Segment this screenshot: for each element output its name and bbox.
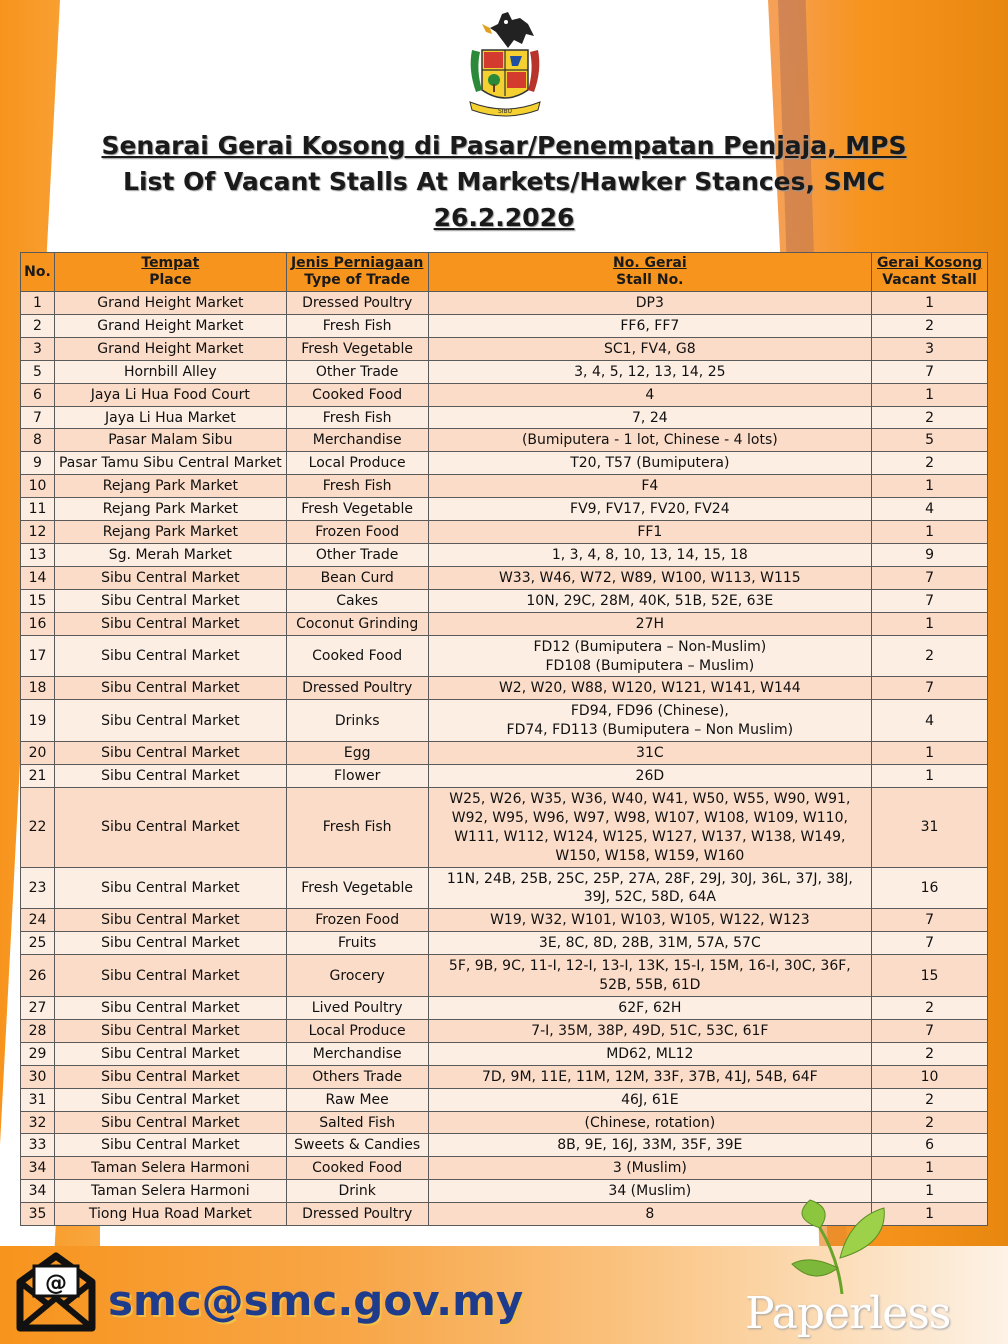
cell-stalls: (Bumiputera - 1 lot, Chinese - 4 lots) xyxy=(428,429,871,452)
cell-trade: Cooked Food xyxy=(286,635,428,677)
cell-stalls: FD94, FD96 (Chinese), FD74, FD113 (Bumiputera – Non Muslim) xyxy=(428,700,871,742)
cell-vacant: 1 xyxy=(872,1180,988,1203)
header-trade-en: Type of Trade xyxy=(304,272,411,288)
cell-stalls: (Chinese, rotation) xyxy=(428,1111,871,1134)
table-row xyxy=(21,635,988,677)
cell-trade: Merchandise xyxy=(286,429,428,452)
cell-stalls: FV9, FV17, FV20, FV24 xyxy=(428,498,871,521)
header-vacant-ms: Gerai Kosong xyxy=(876,255,983,271)
cell-vacant: 3 xyxy=(872,337,988,360)
table-row xyxy=(21,543,988,566)
table-row xyxy=(21,498,988,521)
table-row xyxy=(21,475,988,498)
cell-place: Sibu Central Market xyxy=(54,700,286,742)
cell-vacant: 16 xyxy=(872,867,988,909)
cell-stalls: 5F, 9B, 9C, 11-I, 12-I, 13-I, 13K, 15-I, 15M, 16-I, 30C, 36F, 52B, 55B, 61D xyxy=(428,955,871,997)
cell-trade: Cooked Food xyxy=(286,383,428,406)
cell-place: Sibu Central Market xyxy=(54,612,286,635)
cell-trade: Salted Fish xyxy=(286,1111,428,1134)
contact-email[interactable]: smc@smc.gov.my xyxy=(108,1276,524,1325)
cell-no: 35 xyxy=(21,1203,55,1226)
cell-trade: Dressed Poultry xyxy=(286,1203,428,1226)
cell-trade: Fresh Vegetable xyxy=(286,337,428,360)
cell-no: 30 xyxy=(21,1065,55,1088)
table-row xyxy=(21,452,988,475)
cell-vacant: 2 xyxy=(872,406,988,429)
cell-vacant: 4 xyxy=(872,700,988,742)
vacant-stalls-table xyxy=(20,252,988,1226)
cell-stalls: W2, W20, W88, W120, W121, W141, W144 xyxy=(428,677,871,700)
cell-trade: Fresh Fish xyxy=(286,314,428,337)
table-row xyxy=(21,909,988,932)
cell-no: 11 xyxy=(21,498,55,521)
header-trade-ms: Jenis Perniagaan xyxy=(290,255,424,271)
cell-place: Grand Height Market xyxy=(54,314,286,337)
table-body xyxy=(21,292,988,1226)
cell-stalls: 3 (Muslim) xyxy=(428,1157,871,1180)
table-row xyxy=(21,406,988,429)
cell-stalls: 4 xyxy=(428,383,871,406)
cell-place: Sibu Central Market xyxy=(54,635,286,677)
cell-trade: Merchandise xyxy=(286,1042,428,1065)
table-row xyxy=(21,700,988,742)
table-row xyxy=(21,589,988,612)
cell-vacant: 2 xyxy=(872,314,988,337)
cell-stalls: SC1, FV4, G8 xyxy=(428,337,871,360)
cell-trade: Fresh Vegetable xyxy=(286,498,428,521)
table-row xyxy=(21,867,988,909)
cell-no: 5 xyxy=(21,360,55,383)
cell-trade: Local Produce xyxy=(286,452,428,475)
cell-vacant: 7 xyxy=(872,932,988,955)
cell-stalls: T20, T57 (Bumiputera) xyxy=(428,452,871,475)
cell-no: 13 xyxy=(21,543,55,566)
cell-no: 20 xyxy=(21,742,55,765)
cell-vacant: 10 xyxy=(872,1065,988,1088)
cell-trade: Cakes xyxy=(286,589,428,612)
cell-vacant: 1 xyxy=(872,612,988,635)
cell-no: 29 xyxy=(21,1042,55,1065)
cell-vacant: 1 xyxy=(872,765,988,788)
cell-trade: Fresh Fish xyxy=(286,406,428,429)
title-block xyxy=(0,128,1008,236)
cell-place: Sibu Central Market xyxy=(54,566,286,589)
title-date: 26.2.2026 xyxy=(433,203,575,232)
cell-vacant: 1 xyxy=(872,1203,988,1226)
cell-stalls: 62F, 62H xyxy=(428,997,871,1020)
cell-trade: Fresh Fish xyxy=(286,475,428,498)
cell-stalls: 31C xyxy=(428,742,871,765)
cell-no: 24 xyxy=(21,909,55,932)
cell-vacant: 1 xyxy=(872,292,988,315)
cell-trade: Bean Curd xyxy=(286,566,428,589)
cell-trade: Drink xyxy=(286,1180,428,1203)
table-row xyxy=(21,1065,988,1088)
cell-stalls: FD12 (Bumiputera – Non-Muslim) FD108 (Bumiputera – Muslim) xyxy=(428,635,871,677)
cell-no: 3 xyxy=(21,337,55,360)
sibu-crest-logo xyxy=(462,10,548,124)
cell-place: Jaya Li Hua Food Court xyxy=(54,383,286,406)
header-vacant xyxy=(872,253,988,292)
cell-stalls: 8B, 9E, 16J, 33M, 35F, 39E xyxy=(428,1134,871,1157)
header-trade xyxy=(286,253,428,292)
cell-stalls: 3E, 8C, 8D, 28B, 31M, 57A, 57C xyxy=(428,932,871,955)
cell-trade: Local Produce xyxy=(286,1019,428,1042)
cell-vacant: 2 xyxy=(872,1088,988,1111)
cell-vacant: 1 xyxy=(872,742,988,765)
cell-vacant: 2 xyxy=(872,635,988,677)
cell-vacant: 5 xyxy=(872,429,988,452)
cell-vacant: 7 xyxy=(872,677,988,700)
cell-vacant: 7 xyxy=(872,566,988,589)
cell-trade: Others Trade xyxy=(286,1065,428,1088)
cell-trade: Sweets & Candies xyxy=(286,1134,428,1157)
cell-stalls: 11N, 24B, 25B, 25C, 25P, 27A, 28F, 29J, 30J, 36L, 37J, 38J, 39J, 52C, 58D, 64A xyxy=(428,867,871,909)
cell-place: Grand Height Market xyxy=(54,337,286,360)
cell-vacant: 2 xyxy=(872,997,988,1020)
cell-stalls: 7-I, 35M, 38P, 49D, 51C, 53C, 61F xyxy=(428,1019,871,1042)
cell-no: 34 xyxy=(21,1157,55,1180)
table-row xyxy=(21,521,988,544)
cell-no: 17 xyxy=(21,635,55,677)
table-row xyxy=(21,429,988,452)
cell-place: Sibu Central Market xyxy=(54,1065,286,1088)
cell-no: 23 xyxy=(21,867,55,909)
table-row xyxy=(21,566,988,589)
table-row xyxy=(21,337,988,360)
table-row xyxy=(21,1042,988,1065)
cell-trade: Raw Mee xyxy=(286,1088,428,1111)
cell-vacant: 2 xyxy=(872,1042,988,1065)
header-place-ms: Tempat xyxy=(141,255,200,271)
cell-place: Jaya Li Hua Market xyxy=(54,406,286,429)
cell-place: Sibu Central Market xyxy=(54,742,286,765)
cell-no: 33 xyxy=(21,1134,55,1157)
cell-no: 12 xyxy=(21,521,55,544)
cell-stalls: W19, W32, W101, W103, W105, W122, W123 xyxy=(428,909,871,932)
cell-place: Pasar Malam Sibu xyxy=(54,429,286,452)
cell-no: 7 xyxy=(21,406,55,429)
cell-trade: Frozen Food xyxy=(286,521,428,544)
cell-no: 15 xyxy=(21,589,55,612)
cell-place: Taman Selera Harmoni xyxy=(54,1157,286,1180)
paperless-leaves-icon xyxy=(780,1198,900,1298)
cell-vacant: 31 xyxy=(872,787,988,867)
cell-no: 1 xyxy=(21,292,55,315)
cell-place: Tiong Hua Road Market xyxy=(54,1203,286,1226)
cell-no: 2 xyxy=(21,314,55,337)
cell-place: Sg. Merah Market xyxy=(54,543,286,566)
cell-no: 9 xyxy=(21,452,55,475)
cell-vacant: 2 xyxy=(872,452,988,475)
table-row xyxy=(21,932,988,955)
table-row xyxy=(21,1134,988,1157)
cell-place: Rejang Park Market xyxy=(54,521,286,544)
cell-place: Sibu Central Market xyxy=(54,1019,286,1042)
cell-no: 26 xyxy=(21,955,55,997)
cell-trade: Grocery xyxy=(286,955,428,997)
cell-place: Sibu Central Market xyxy=(54,765,286,788)
cell-place: Rejang Park Market xyxy=(54,498,286,521)
cell-place: Sibu Central Market xyxy=(54,955,286,997)
cell-stalls: MD62, ML12 xyxy=(428,1042,871,1065)
cell-no: 18 xyxy=(21,677,55,700)
cell-stalls: 7, 24 xyxy=(428,406,871,429)
cell-vacant: 1 xyxy=(872,383,988,406)
cell-trade: Coconut Grinding xyxy=(286,612,428,635)
cell-vacant: 7 xyxy=(872,1019,988,1042)
header-place-en: Place xyxy=(149,272,192,288)
table-row xyxy=(21,612,988,635)
cell-stalls: 46J, 61E xyxy=(428,1088,871,1111)
table-row xyxy=(21,997,988,1020)
table-row xyxy=(21,1088,988,1111)
table-row xyxy=(21,742,988,765)
table-header-row xyxy=(21,253,988,292)
cell-stalls: 8 xyxy=(428,1203,871,1226)
header-place xyxy=(54,253,286,292)
table-row xyxy=(21,765,988,788)
cell-place: Sibu Central Market xyxy=(54,1134,286,1157)
cell-trade: Dressed Poultry xyxy=(286,292,428,315)
cell-stalls: 3, 4, 5, 12, 13, 14, 25 xyxy=(428,360,871,383)
table-row xyxy=(21,955,988,997)
table-row xyxy=(21,383,988,406)
cell-trade: Drinks xyxy=(286,700,428,742)
cell-place: Rejang Park Market xyxy=(54,475,286,498)
paperless-logo-text: Paperless xyxy=(745,1288,951,1339)
cell-no: 6 xyxy=(21,383,55,406)
header-no: No. xyxy=(21,253,55,292)
cell-trade: Fresh Vegetable xyxy=(286,867,428,909)
cell-no: 32 xyxy=(21,1111,55,1134)
header-stall-en: Stall No. xyxy=(616,272,684,288)
cell-place: Sibu Central Market xyxy=(54,1111,286,1134)
email-at-symbol: @ xyxy=(45,1271,67,1296)
cell-vacant: 7 xyxy=(872,909,988,932)
cell-trade: Flower xyxy=(286,765,428,788)
cell-no: 10 xyxy=(21,475,55,498)
title-malay: Senarai Gerai Kosong di Pasar/Penempatan Penjaja, MPS xyxy=(101,131,907,160)
cell-place: Sibu Central Market xyxy=(54,1042,286,1065)
cell-no: 28 xyxy=(21,1019,55,1042)
cell-stalls: DP3 xyxy=(428,292,871,315)
cell-vacant: 1 xyxy=(872,1157,988,1180)
cell-no: 19 xyxy=(21,700,55,742)
cell-place: Sibu Central Market xyxy=(54,932,286,955)
cell-place: Sibu Central Market xyxy=(54,997,286,1020)
cell-trade: Fruits xyxy=(286,932,428,955)
table-row xyxy=(21,677,988,700)
cell-stalls: 34 (Muslim) xyxy=(428,1180,871,1203)
cell-vacant: 7 xyxy=(872,360,988,383)
cell-vacant: 15 xyxy=(872,955,988,997)
cell-place: Sibu Central Market xyxy=(54,909,286,932)
cell-place: Grand Height Market xyxy=(54,292,286,315)
table-row xyxy=(21,787,988,867)
cell-place: Sibu Central Market xyxy=(54,677,286,700)
cell-no: 25 xyxy=(21,932,55,955)
cell-no: 22 xyxy=(21,787,55,867)
cell-place: Pasar Tamu Sibu Central Market xyxy=(54,452,286,475)
cell-place: Sibu Central Market xyxy=(54,867,286,909)
header-vacant-en: Vacant Stall xyxy=(882,272,977,288)
table-row xyxy=(21,1157,988,1180)
cell-vacant: 4 xyxy=(872,498,988,521)
cell-stalls: F4 xyxy=(428,475,871,498)
cell-stalls: FF6, FF7 xyxy=(428,314,871,337)
cell-no: 27 xyxy=(21,997,55,1020)
cell-no: 34 xyxy=(21,1180,55,1203)
cell-no: 31 xyxy=(21,1088,55,1111)
cell-trade: Other Trade xyxy=(286,360,428,383)
cell-no: 14 xyxy=(21,566,55,589)
cell-stalls: 27H xyxy=(428,612,871,635)
cell-place: Sibu Central Market xyxy=(54,787,286,867)
table-row xyxy=(21,314,988,337)
cell-trade: Egg xyxy=(286,742,428,765)
cell-stalls: 26D xyxy=(428,765,871,788)
cell-trade: Cooked Food xyxy=(286,1157,428,1180)
cell-place: Hornbill Alley xyxy=(54,360,286,383)
cell-stalls: W33, W46, W72, W89, W100, W113, W115 xyxy=(428,566,871,589)
cell-no: 16 xyxy=(21,612,55,635)
cell-vacant: 2 xyxy=(872,1111,988,1134)
table-row xyxy=(21,1111,988,1134)
cell-vacant: 6 xyxy=(872,1134,988,1157)
cell-place: Taman Selera Harmoni xyxy=(54,1180,286,1203)
cell-trade: Lived Poultry xyxy=(286,997,428,1020)
table-row xyxy=(21,1019,988,1042)
cell-stalls: FF1 xyxy=(428,521,871,544)
header-stall-ms: No. Gerai xyxy=(613,255,687,271)
cell-place: Sibu Central Market xyxy=(54,589,286,612)
cell-vacant: 1 xyxy=(872,521,988,544)
cell-stalls: 10N, 29C, 28M, 40K, 51B, 52E, 63E xyxy=(428,589,871,612)
title-english: List Of Vacant Stalls At Markets/Hawker Stances, SMC xyxy=(123,167,885,196)
cell-stalls: 1, 3, 4, 8, 10, 13, 14, 15, 18 xyxy=(428,543,871,566)
cell-trade: Dressed Poultry xyxy=(286,677,428,700)
cell-place: Sibu Central Market xyxy=(54,1088,286,1111)
cell-trade: Other Trade xyxy=(286,543,428,566)
cell-trade: Frozen Food xyxy=(286,909,428,932)
cell-trade: Fresh Fish xyxy=(286,787,428,867)
cell-stalls: 7D, 9M, 11E, 11M, 12M, 33F, 37B, 41J, 54B, 64F xyxy=(428,1065,871,1088)
crest-motto: SIBU xyxy=(497,108,513,115)
email-envelope-icon xyxy=(14,1252,98,1332)
table-row xyxy=(21,360,988,383)
table-row xyxy=(21,292,988,315)
cell-vacant: 9 xyxy=(872,543,988,566)
cell-vacant: 1 xyxy=(872,475,988,498)
header-stall xyxy=(428,253,871,292)
cell-no: 8 xyxy=(21,429,55,452)
cell-vacant: 7 xyxy=(872,589,988,612)
cell-no: 21 xyxy=(21,765,55,788)
cell-stalls: W25, W26, W35, W36, W40, W41, W50, W55, W90, W91, W92, W95, W96, W97, W98, W107, W108, W109, W110, W111, W112, W124, W125, W127, W137, W138, W149, W150, W158, W159, W160 xyxy=(428,787,871,867)
